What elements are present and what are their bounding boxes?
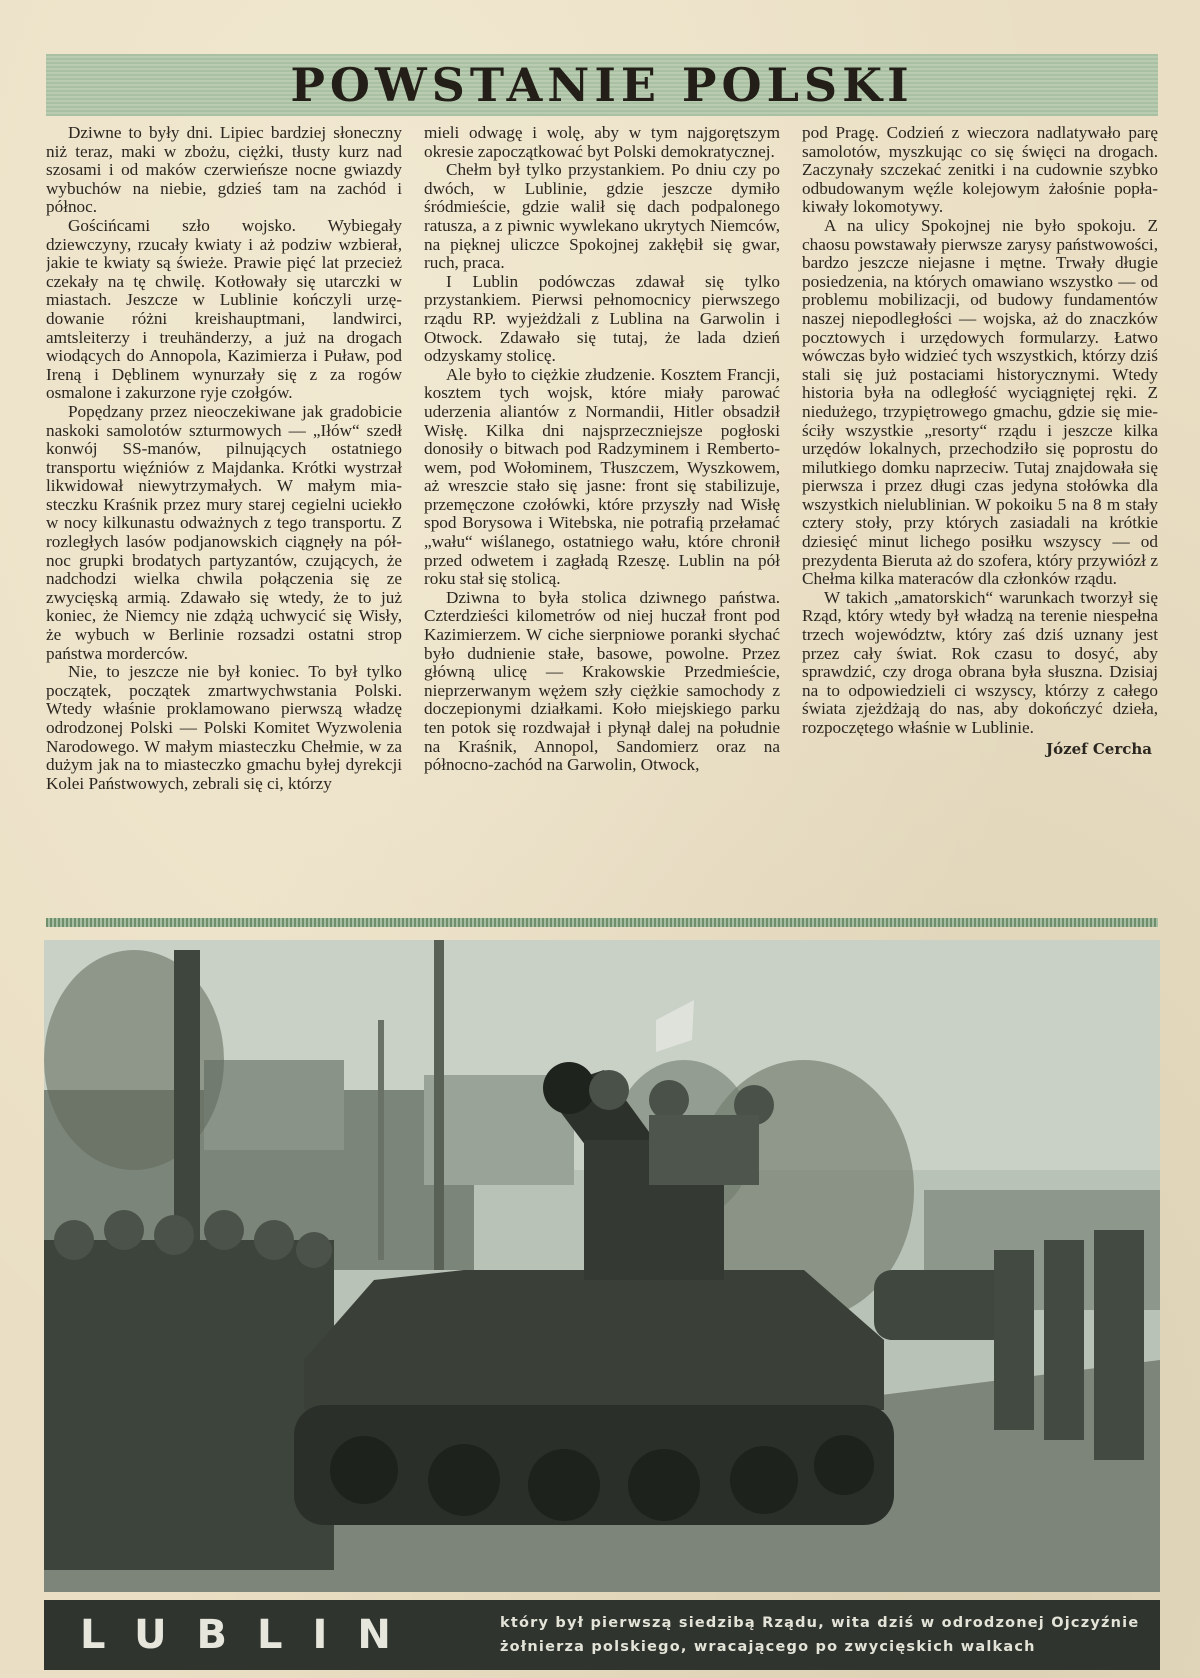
caption-text [500, 1611, 1139, 1659]
paragraph: Ale było to ciężkie złudzenie. Kosztem Francji, kosztem tych wojsk, które miały parować uderzenia aliantów z Normandii, Hitler obsadził Wisłę. Kilka dni najsprzeczniejsze pogłoski donosiły o bitwach pod Radzyminem i Rembertowem, pod Wołominem, Tłuszczem, Wyszkowem, aż wreszcie stało się jasne: front się stabilizuje, przemęczone czołówki, które przyszły nad Wisłę spod Borysowa i Witebska, nie potrafią przełamać „wału“ wiślanego, ostatniego wału, które chronił przed odwetem i zagładą Rzeszę. Lublin na pół roku stał się stolicą. [424, 364, 780, 589]
section-divider [46, 918, 1158, 927]
article-title: POWSTANIE POLSKI [290, 58, 914, 112]
paragraph: A na ulicy Spokojnej nie było spokoju. Z chaosu powstawały pierwsze zarysy państwowości, bardzo jeszcze niejasne i mętne. Trwały długie posiedzenia, na których omawiano wszystko — od problemu mobilizacji, od budowy fundamentów naszej niepodległości — wojska, aż do znaczków pocztowych i urzędowych formularzy. Łatwo wówczas było widzieć tych wszystkich, którzy dziś stali się już postaciami historycznymi. Wtedy historia była na odległość wyciągniętej ręki. Z niedużego, trzypiętrowego gmachu, gdzie się mieściły wszystkie „resorty“ rządu i jeszcze kilka urzędów lokalnych, przechodziło się poprostu do milutkiego domku naprzeciw. Tutaj znajdowała się pierwsza i przez długi czas jedyna stołówka dla wszystkich nielublinian. W pokoiku 5 na 8 m stały cztery stoły, przy których zasiadali na krótkie dziesięć minut lichego posiłku wszyscy — od prezydenta Bieruta aż do szofera, który przywiózł z Chełma kilka materaców dla członków rządu. [802, 215, 1158, 589]
paragraph: pod Pragę. Codzień z wieczora nadlatywało parę samolotów, myszkując co się święci na drogach. Zaczynały szczekać zenitki i na cudownie szybko odbudowanym węźle kolejowym żałośnie popłakiwały lokomotywy. [802, 124, 1158, 217]
article-columns [46, 124, 1158, 914]
paragraph: Gościńcami szło wojsko. Wybiegały dziewczyny, rzucały kwiaty i aż podziw wzbierał, jakie te kwiaty są świeże. Prawie pięć lat przecież czekały na tę chwilę. Kotłowały się utarczki w miastach. Jeszcze w Lublinie kończyli urzędowanie różni kreishauptmani, landwirci, amtsleiterzy i treuhänderzy, a już na drogach wiodących do Annopola, Kazimierza i Puław, pod Ireną i Dęblinem wynurzały się z za rogów osmalone i zakurzone ryje czołgów. [46, 215, 402, 403]
paragraph: Dziwna to była stolica dziwnego państwa. Czterdzieści kilometrów od niej huczał front pod Kazimierzem. W ciche sierpniowe poranki słychać było dudnienie stałe, basowe, powolne. Przez główną ulicę — Krakowskie Przedmieście, nieprzerwanym wężem szły ciężkie samochody z doczepionymi działkami. Koło miejskiego parku ten potok się rozdwajał i płynął dalej na południe na Kraśnik, Annopol, Sandomierz oraz na północno-zachód na Garwolin, Otwock, [424, 587, 780, 775]
article-column-1 [46, 124, 402, 914]
caption-line: który był pierwszą siedzibą Rządu, wita dziś w odrodzonej Ojczyźnie [500, 1615, 1140, 1631]
article-column-3 [802, 124, 1158, 914]
paragraph: I Lublin podówczas zdawał się tylko przystankiem. Pierwsi pełnomocnicy pierwszego rządu RP. wyjeżdżali z Lublina na Garwolin i Otwock. Zdawało się tutaj, że lada dzień odzyskamy stolicę. [424, 271, 780, 366]
paragraph: Nie, to jeszcze nie był koniec. To był tylko początek, początek zmartwychwstania Polski. Wtedy właśnie proklamowano pierwszą władzę odrodzonej Polski — Polski Komitet Wyzwolenia Narodowego. W małym miasteczku Chełmie, w za dużym jak na to miasteczko gmachu byłej dyrekcji Kolei Państwowych, zebrali się ci, którzy [46, 662, 402, 793]
photo-illustration [44, 940, 1160, 1592]
title-band [46, 54, 1158, 116]
author-signature: Józef Cercha [1046, 739, 1152, 758]
paragraph: Dziwne to były dni. Lipiec bardziej słoneczny niż teraz, maki w zbożu, ciężki, tłusty kurz nad szosami i od maków czerwieńsze nocne gwiazdy wybuchów na niebie, gdzieś tam na zachód i północ. [46, 124, 402, 217]
paragraph: Popędzany przez nieoczekiwane jak gradobicie naskoki samolotów szturmowych — „Iłów“ szedł konwój SS-manów, pilnujących ostatniego transportu więźniów z Majdanka. Krótki wystrzał likwidował niewytrzymałych. W małym miasteczku Kraśnik przez mury starej cegielni uciekło w nocy kilkunastu odważnych z tego transportu. Z rozległych lasów podjanowskich ciągnęły na północ grupki brodatych partyzantów, czujących, że nadchodzi wielka chwila połączenia się ze zwycięską armią. Zdawało się wtedy, że to już koniec, że Niemcy nie zdążą uchwycić się Wisły, że wybuch w Berlinie rozsadzi ostatni strop państwa morderców. [46, 401, 402, 663]
photo-caption-bar [44, 1600, 1160, 1670]
article-column-2 [424, 124, 780, 914]
caption-line: żołnierza polskiego, wracającego po zwycięskich walkach [500, 1639, 1036, 1655]
paragraph: Chełm był tylko przystankiem. Po dniu czy po dwóch, w Lublinie, gdzie jeszcze dymiło śródmieście, gdzie walił się dach podpalonego ratusza, a z piwnic wywlekano ukrytych Niemców, na pięknej uliczce Spokojnej zakłębił się gwar, ruch, praca. [424, 160, 780, 273]
paragraph: W takich „amatorskich“ warunkach tworzył się Rząd, który wtedy był władzą na terenie niespełna trzech województw, który zaś dziś uznany jest przez cały świat. Rok czasu to dosyć, aby sprawdzić, czy droga obrana była słuszna. Dzisiaj na to odpowiedzieli ci wszyscy, którzy z całego świata zjeżdżają do nas, aby dokończyć dzieła, rozpoczętego właśnie w Lublinie. [802, 587, 1158, 737]
caption-city-name: LUBLIN [80, 1612, 421, 1658]
parade-photo [44, 940, 1160, 1592]
paragraph: mieli odwagę i wolę, aby w tym najgorętszym okresie zapoczątkować byt Polski demokratycznej. [424, 124, 780, 161]
